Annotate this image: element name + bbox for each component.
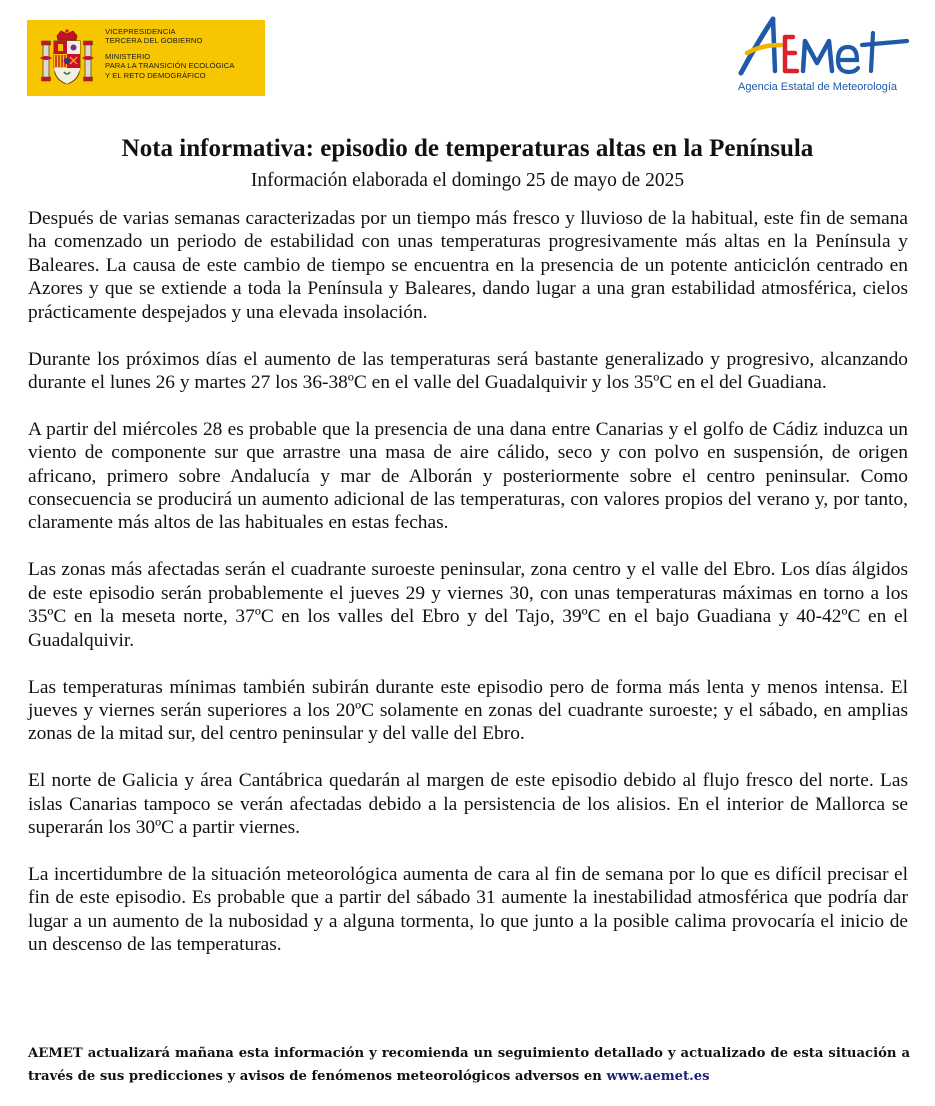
body-paragraph: Durante los próximos días el aumento de las temperaturas será bastante generalizado y progresivo, alcanzando durante el lunes 26 y martes 27 los 36-38ºC en el valle del Guadalquivir y los 35ºC en el del Guadiana. xyxy=(28,348,908,393)
spain-coat-of-arms-icon xyxy=(39,28,95,88)
body-paragraph: Después de varias semanas caracterizadas por un tiempo más fresco y lluvioso de la habitual, este fin de semana ha comenzado un periodo de estabilidad con unas temperaturas progresivamente más altas en la Península y Baleares. La causa de este cambio de tiempo se encuentra en la presencia de un potente anticiclón centrado en Azores y que se extiende a toda la Península y Baleares, dando lugar a una gran estabilidad atmosférica, cielos prácticamente despejados y una elevada insolación. xyxy=(28,208,908,323)
ministry-line: PARA LA TRANSICIÓN ECOLÓGICA xyxy=(105,61,235,71)
body-paragraph: A partir del miércoles 28 es probable que la presencia de una dana entre Canarias y el golfo de Cádiz induzca un viento de componente sur que arrastre una masa de aire cálido, seco y con polvo en suspensión, de origen africano, primero sobre Andalucía y mar de Alborán y posteriormente sobre el centro peninsular. Como consecuencia se producirá un aumento adicional de las temperaturas, con valores propios del verano y, por tanto, claramente más altos de las habituales en estas fechas. xyxy=(28,418,908,534)
footer-note xyxy=(28,1042,910,1088)
page-subtitle: Información elaborada el domingo 25 de mayo de 2025 xyxy=(250,170,685,191)
ministry-text xyxy=(105,27,261,80)
aemet-website-link[interactable]: www.aemet.es xyxy=(606,1069,710,1084)
document-body xyxy=(28,207,908,980)
footer-text: AEMET actualizará mañana esta información y recomienda un seguimiento detallado y actualizado de esta situación a través de sus predicciones y avisos de fenómenos meteorológicos adversos en xyxy=(28,1046,910,1084)
aemet-tagline: Agencia Estatal de Meteorología xyxy=(738,81,897,93)
body-paragraph: Las zonas más afectadas serán el cuadrante suroeste peninsular, zona centro y el valle del Ebro. Los días álgidos de este episodio serán probablemente el jueves 29 y viernes 30, con unas temperaturas máximas en torno a los 35ºC en la meseta norte, 37ºC en los valles del Ebro y del Tajo, 39ºC en el bajo Guadiana y 40-42ºC en el Guadalquivir. xyxy=(28,559,908,651)
body-paragraph: La incertidumbre de la situación meteorológica aumenta de cara al fin de semana por lo que es difícil precisar el fin de este episodio. Es probable que a partir del sábado 31 aumente la inestabilidad atmosférica que podría dar lugar a un aumento de la nubosidad y a alguna tormenta, lo que junto a la posible calima provocaría el inicio de un descenso de las temperaturas. xyxy=(28,863,908,956)
ministry-line: MINISTERIO xyxy=(105,51,151,61)
aemet-logo xyxy=(735,15,910,97)
body-paragraph: El norte de Galicia y área Cantábrica quedarán al margen de este episodio debido al flujo fresco del norte. Las islas Canarias tampoco se verán afectadas debido a la persistencia de los alisios. En el interior de Mallorca se superarán los 30ºC a partir viernes. xyxy=(28,770,908,839)
body-paragraph: Las temperaturas mínimas también subirán durante este episodio pero de forma más lenta y menos intensa. El jueves y viernes serán superiores a los 20ºC solamente en zonas del cuadrante suroeste; y el sábado, en amplias zonas de la mitad sur, del centro peninsular y del valle del Ebro. xyxy=(28,676,908,745)
ministry-line: Y EL RETO DEMOGRÁFICO xyxy=(105,70,206,80)
aemet-logo-mark-icon xyxy=(735,15,910,81)
page-title: Nota informativa: episodio de temperaturas altas en la Península xyxy=(121,135,814,162)
ministry-logo xyxy=(27,20,265,96)
ministry-line: VICEPRESIDENCIA xyxy=(105,27,176,36)
logo-divider xyxy=(100,28,101,88)
ministry-line: TERCERA DEL GOBIERNO xyxy=(105,36,203,46)
